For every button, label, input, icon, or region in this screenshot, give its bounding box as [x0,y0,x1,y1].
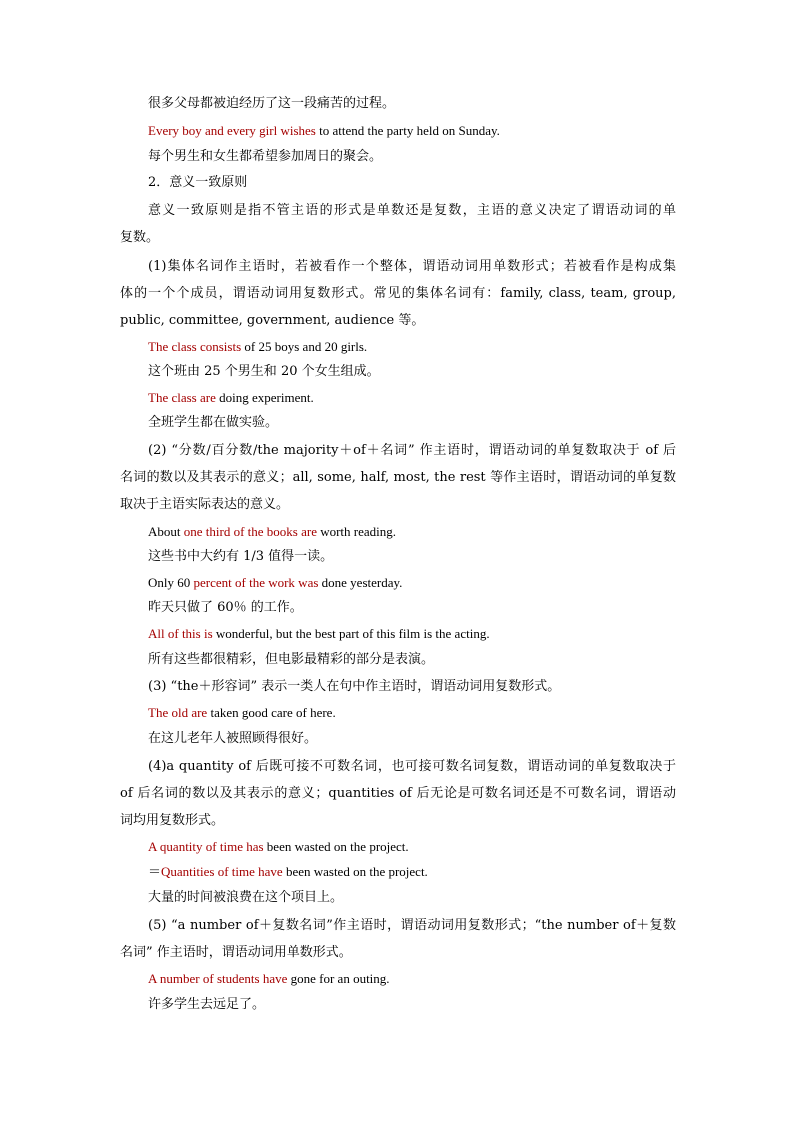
translation-line: 这个班由 25 个男生和 20 个女生组成。 [148,364,380,379]
text-line: 词均用复数形式。 [120,813,225,828]
highlighted-phrase: Quantities of time have [161,864,283,879]
example-sentence [148,523,396,541]
example-sentence [148,863,428,881]
highlighted-phrase: The class consists [148,339,242,354]
example-sentence [148,625,490,643]
text-line: (2) “分数/百分数/the majority＋of＋名词” 作主语时，谓语动词的单复数取决于 of 后 [148,443,676,458]
text-line: 体的一个个成员，谓语动词用复数形式。常见的集体名词有：family, class, team, group, [120,286,676,301]
sentence-rest: been wasted on the project. [263,839,409,854]
highlighted-phrase: percent of the work was [193,575,319,590]
highlighted-phrase: The class are [148,390,216,405]
sentence-rest: worth reading. [316,524,397,539]
example-sentence [148,704,336,722]
translation-line: 在这儿老年人被照顾得很好。 [148,731,318,746]
highlighted-phrase: A number of students have [148,971,288,986]
highlighted-phrase: one third of the books are [183,524,317,539]
sentence-rest: taken good care of here. [207,705,336,720]
example-sentence [148,574,402,592]
translation-line: 每个男生和女生都希望参加周日的聚会。 [148,149,383,164]
highlighted-phrase: The old are [148,705,208,720]
text-line: (3) “the＋形容词” 表示一类人在句中作主语时，谓语动词用复数形式。 [148,679,561,694]
translation-line: 全班学生都在做实验。 [148,415,279,430]
example-sentence [148,970,390,988]
translation-line: 这些书中大约有 1/3 值得一读。 [148,549,334,564]
sentence-start: ＝ [148,864,162,879]
highlighted-phrase: Every boy and every girl wishes [148,123,316,138]
example-sentence [148,338,367,356]
sentence-rest: been wasted on the project. [282,864,428,879]
sentence-start: Only 60 [148,575,194,590]
text-line: 名词的数以及其表示的意义；all, some, half, most, the rest 等作主语时，谓语动词的单复数 [120,470,676,485]
sentence-rest: of 25 boys and 20 girls. [241,339,368,354]
highlighted-phrase: A quantity of time has [148,839,264,854]
text-line: 名词” 作主语时，谓语动词用单数形式。 [120,945,352,960]
example-sentence [148,389,314,407]
text-line: (5) “a number of＋复数名词”作主语时，谓语动词用复数形式；“the number of＋复数 [148,918,676,933]
text-line: 取决于主语实际表达的意义。 [120,497,290,512]
text-line: public, committee, government, audience 等。 [120,313,425,328]
text-line: 很多父母都被迫经历了这一段痛苦的过程。 [148,96,396,111]
text-line: of 后名词的数以及其表示的意义；quantities of 后无论是可数名词还是不可数名词，谓语动 [120,786,676,801]
example-sentence [148,838,409,856]
section-heading: 2．意义一致原则 [148,175,248,190]
sentence-rest: to attend the party held on Sunday. [315,123,500,138]
text-line: 复数。 [120,230,160,245]
highlighted-phrase: All of this is [148,626,213,641]
translation-line: 所有这些都很精彩，但电影最精彩的部分是表演。 [148,652,435,667]
text-line: (4)a quantity of 后既可接不可数名词，也可接可数名词复数，谓语动词的单复数取决于 [148,759,676,774]
sentence-rest: done yesterday. [318,575,403,590]
translation-line: 大量的时间被浪费在这个项目上。 [148,890,344,905]
example-sentence [148,122,500,140]
translation-line: 许多学生去远足了。 [148,997,266,1012]
text-line: (1)集体名词作主语时，若被看作一个整体，谓语动词用单数形式；若被看作是构成集 [148,259,676,274]
text-line: 意义一致原则是指不管主语的形式是单数还是复数，主语的意义决定了谓语动词的单 [148,203,676,218]
sentence-rest: gone for an outing. [287,971,390,986]
sentence-start: About [148,524,184,539]
sentence-rest: wonderful, but the best part of this film is the acting. [212,626,490,641]
sentence-rest: doing experiment. [215,390,314,405]
translation-line: 昨天只做了 60％ 的工作。 [148,600,303,615]
